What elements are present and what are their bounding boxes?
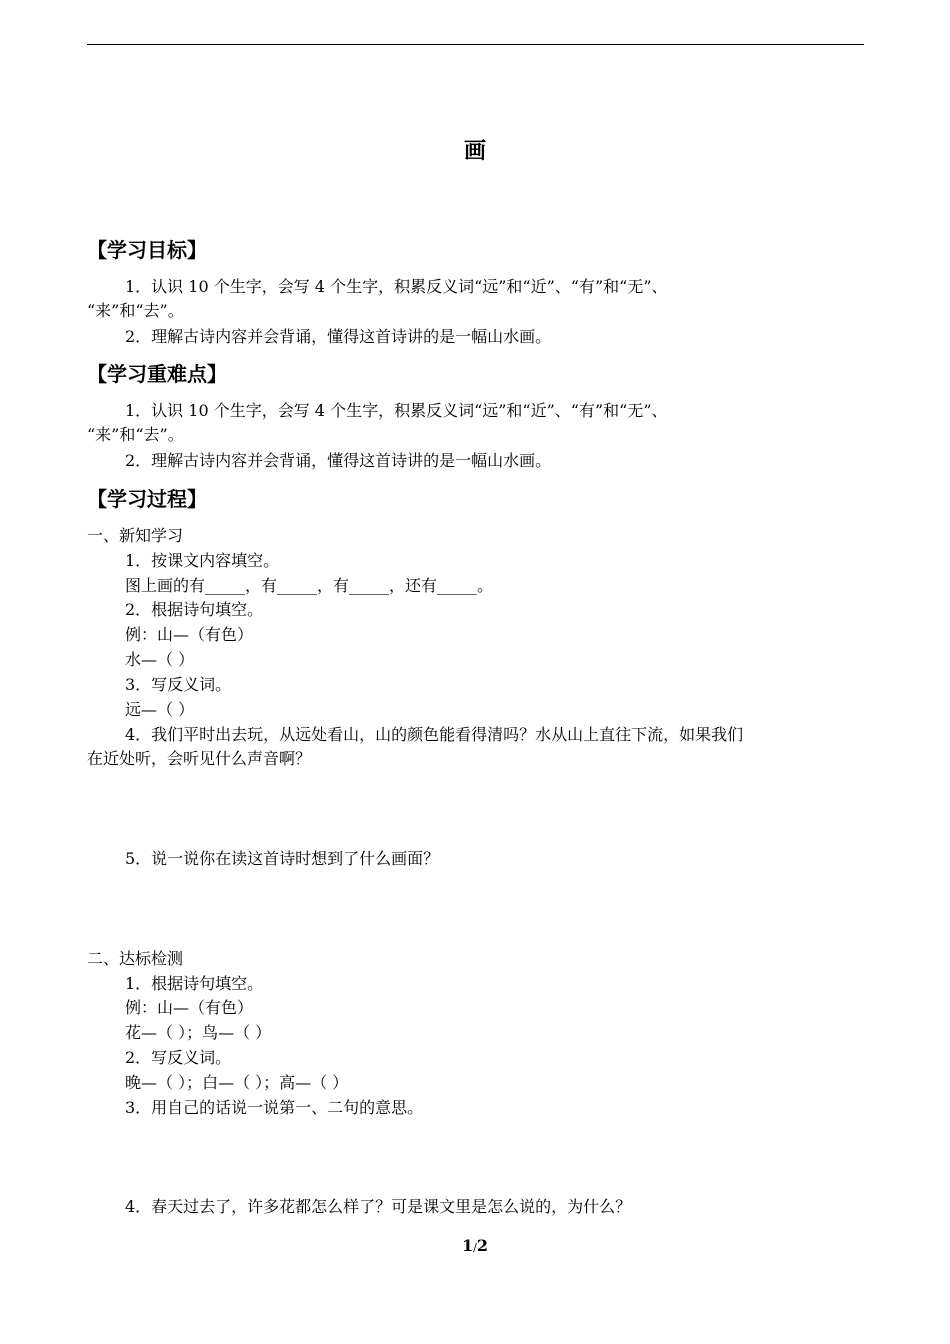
page-number — [0, 1236, 950, 1258]
part1-q3: 3．写反义词。 — [125, 675, 232, 694]
part1-q4-line-2: 在近处听，会听见什么声音啊？ — [87, 749, 312, 768]
keypoints-item-1 — [87, 401, 864, 445]
part1-q1-fill: 图上画的有_____，有_____，有_____，还有_____。 — [125, 576, 494, 595]
part1-q2-example: 例：山—（有色） — [125, 625, 254, 644]
part1-q1: 1．按课文内容填空。 — [125, 551, 280, 570]
keypoints-item-1-line-1: 1．认识 10 个生字，会写 4 个生字，积累反义词“远”和“近”、“有”和“无”、 — [125, 401, 668, 420]
part1-q4-line-1: 4．我们平时出去玩，从远处看山，山的颜色能看得清吗？水从山上直往下流，如果我们 — [125, 725, 744, 744]
part1-q5: 5．说一说你在读这首诗时想到了什么画面？ — [125, 849, 440, 868]
goals-item-2: 2．理解古诗内容并会背诵，懂得这首诗讲的是一幅山水画。 — [125, 327, 552, 346]
part2-q2-fill: 晚—（ ）；白—（ ）；高—（ ） — [125, 1073, 349, 1092]
page-separator: / — [473, 1241, 477, 1254]
part2-q4: 4．春天过去了，许多花都怎么样了？可是课文里是怎么说的，为什么？ — [125, 1197, 632, 1216]
goals-item-1 — [87, 277, 864, 321]
part2-q1-example: 例：山—（有色） — [125, 998, 254, 1017]
keypoints-item-1-line-2: “来”和“去”。 — [87, 425, 184, 444]
part2-q3: 3．用自己的话说一说第一、二句的意思。 — [125, 1098, 424, 1117]
page-total: 2 — [476, 1236, 488, 1255]
goals-item-1-line-1: 1．认识 10 个生字，会写 4 个生字，积累反义词“远”和“近”、“有”和“无”、 — [125, 277, 668, 296]
part2-q1: 1．根据诗句填空。 — [125, 974, 264, 993]
goals-item-1-line-2: “来”和“去”。 — [87, 301, 184, 320]
page-current: 1 — [462, 1236, 474, 1255]
header-rule — [87, 44, 864, 45]
part2-q1-fill: 花—（ ）；鸟—（ ） — [125, 1023, 272, 1042]
part2-q2: 2．写反义词。 — [125, 1048, 232, 1067]
part1-q2-fill: 水—（ ） — [125, 650, 195, 669]
part1-label: 一、新知学习 — [87, 526, 184, 545]
heading-learning-process: 【学习过程】 — [87, 487, 207, 511]
heading-learning-goals: 【学习目标】 — [87, 238, 207, 262]
document-title: 画 — [463, 139, 486, 164]
part1-q3-fill: 远—（ ） — [125, 700, 195, 719]
keypoints-item-2: 2．理解古诗内容并会背诵，懂得这首诗讲的是一幅山水画。 — [125, 451, 552, 470]
part2-label: 二、达标检测 — [87, 949, 184, 968]
part1-q4 — [87, 725, 864, 769]
heading-key-points: 【学习重难点】 — [87, 362, 227, 386]
part1-q2: 2．根据诗句填空。 — [125, 600, 264, 619]
